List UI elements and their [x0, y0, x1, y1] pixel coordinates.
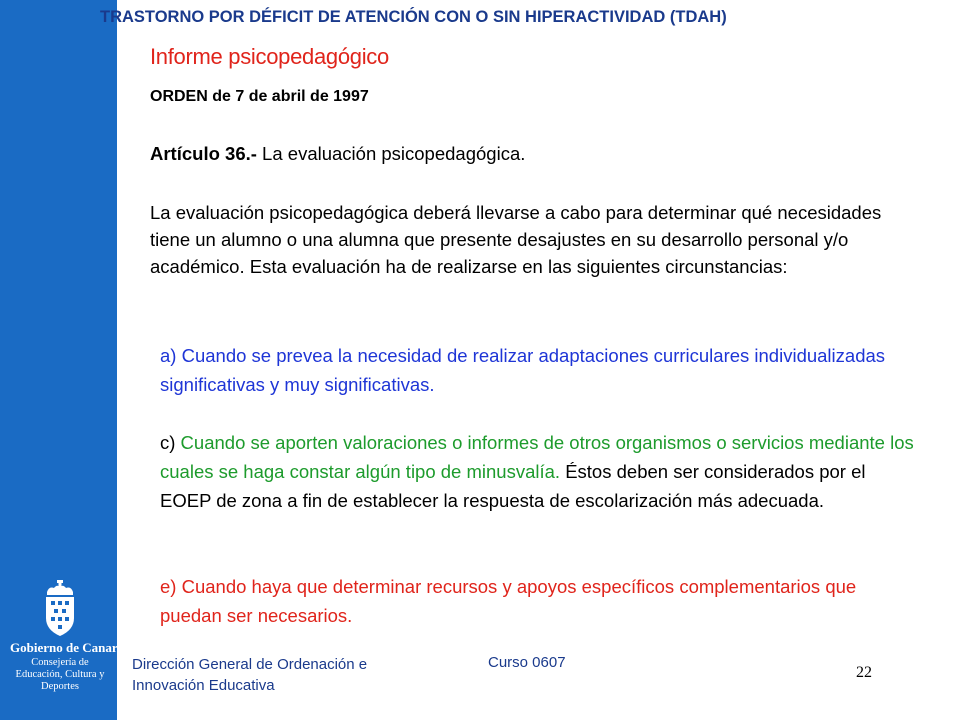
coat-of-arms-icon	[37, 580, 83, 638]
article-heading	[150, 143, 525, 165]
list-item-c	[160, 428, 920, 515]
logo-department: Consejería de Educación, Cultura y Deportes	[15, 657, 105, 692]
item-text: Cuando se aporten valoraciones o informes de otros organismos o servicios mediante los cuales se haga constar algún tipo de minusvalía.	[160, 432, 914, 482]
gobierno-de-canarias-logo	[10, 580, 133, 693]
footer-course: Curso 0607	[488, 654, 566, 671]
item-text: Cuando se prevea la necesidad de realizar adaptaciones curriculares individualizadas significativas y muy significativas.	[160, 345, 886, 395]
intro-paragraph: La evaluación psicopedagógica deberá llevarse a cabo para determinar qué necesidades tiene un alumno o una alumna que presente desajustes en su desarrollo personal y/o académico. Esta evaluación ha de realizarse en las siguientes circunstancias:	[150, 202, 882, 277]
item-extra-text: Éstos deben ser considerados por el EOEP de zona a fin de establecer la respuesta de escolarización más adecuada.	[160, 461, 866, 511]
item-text: Cuando haya que determinar recursos y apoyos específicos complementarios que puedan ser necesarios.	[160, 576, 857, 626]
logo-name: Gobierno de Canarias	[10, 640, 133, 655]
sidebar-band	[0, 0, 133, 720]
order-reference: ORDEN de 7 de abril de 1997	[150, 88, 369, 105]
item-marker: a)	[160, 345, 177, 366]
item-marker: c)	[160, 432, 176, 453]
article-label: Artículo 36.-	[150, 143, 257, 164]
page-number: 22	[856, 664, 872, 681]
header-title: TRASTORNO POR DÉFICIT DE ATENCIÓN CON O SIN HIPERACTIVIDAD (TDAH)	[100, 8, 727, 26]
footer-directorate: Dirección General de Ordenación e Innovación Educativa	[132, 656, 368, 694]
item-marker: e)	[160, 576, 177, 597]
article-title: La evaluación psicopedagógica.	[256, 143, 526, 164]
slide-subtitle: Informe psicopedagógico	[150, 44, 389, 69]
list-item-a	[160, 341, 920, 399]
list-item-e	[160, 572, 920, 630]
